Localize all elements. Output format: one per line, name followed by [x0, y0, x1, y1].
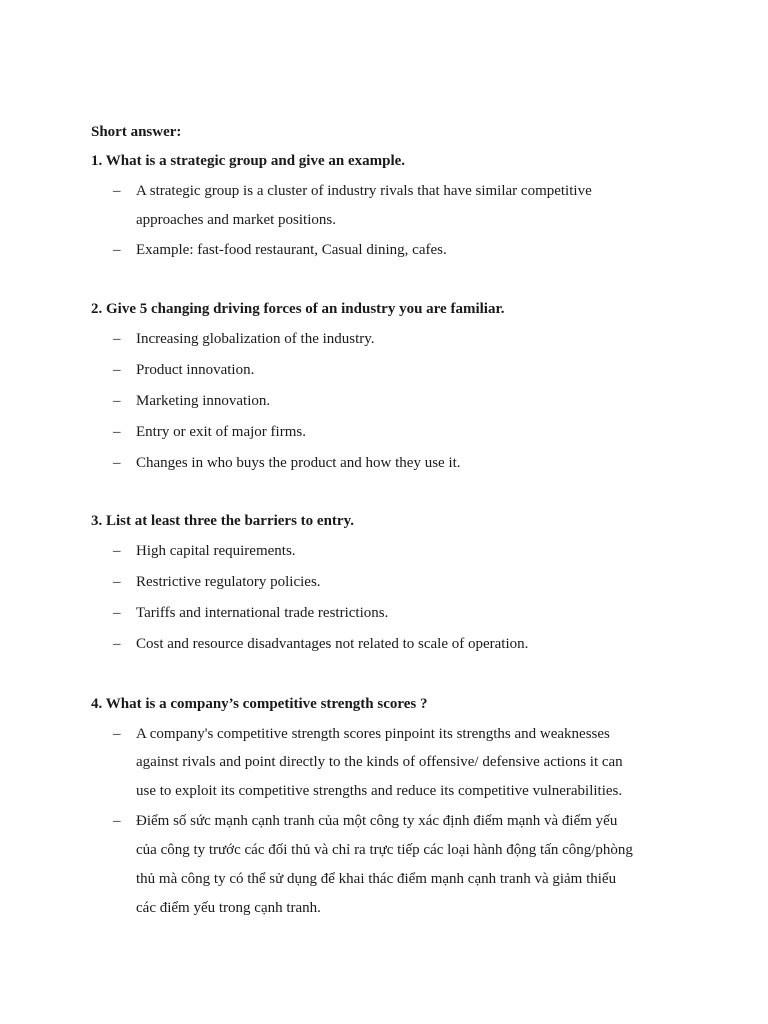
section-4-bullet-1-line-3: use to exploit its competitive strengths and reduce its competitive vulnerabilities. — [136, 783, 623, 799]
section-2-bullet-4: Entry or exit of major firms. — [136, 424, 306, 440]
bullet-dash: – — [113, 574, 121, 590]
bullet-dash: – — [113, 813, 121, 829]
section-1-bullet-1-line-1: A strategic group is a cluster of industry rivals that have similar competitive — [136, 183, 592, 199]
bullet-dash: – — [113, 605, 121, 621]
bullet-dash: – — [113, 331, 121, 347]
bullet-dash: – — [113, 636, 121, 652]
section-4-title: 4. What is a company’s competitive strength scores ? — [91, 696, 428, 712]
bullet-dash: – — [113, 393, 121, 409]
intro-heading: Short answer: — [91, 124, 182, 140]
bullet-dash: – — [113, 242, 121, 258]
section-4-bullet-2-line-1: Điểm số sức mạnh cạnh tranh của một công ty xác định điểm mạnh và điểm yếu — [136, 813, 618, 829]
section-4-bullet-2-line-2: của công ty trước các đối thủ và chỉ ra trực tiếp các loại hành động tấn công/phòng — [136, 842, 633, 858]
section-3-bullet-3: Tariffs and international trade restrictions. — [136, 605, 389, 621]
section-4-bullet-1-line-2: against rivals and point directly to the kinds of offensive/ defensive actions it can — [136, 754, 623, 770]
bullet-dash: – — [113, 362, 121, 378]
section-2-bullet-3: Marketing innovation. — [136, 393, 271, 409]
section-3-bullet-1: High capital requirements. — [136, 543, 296, 559]
section-1-title: 1. What is a strategic group and give an example. — [91, 153, 406, 169]
section-4-bullet-2-line-3: thủ mà công ty có thể sử dụng để khai thác điểm mạnh cạnh tranh và giảm thiểu — [136, 871, 617, 887]
section-1-bullet-2: Example: fast-food restaurant, Casual dining, cafes. — [136, 242, 447, 258]
bullet-dash: – — [113, 424, 121, 440]
bullet-dash: – — [113, 726, 121, 742]
section-4-bullet-1-line-1: A company's competitive strength scores pinpoint its strengths and weaknesses — [136, 726, 610, 742]
section-2-bullet-5: Changes in who buys the product and how they use it. — [136, 455, 461, 471]
section-2-bullet-2: Product innovation. — [136, 362, 255, 378]
section-3-bullet-2: Restrictive regulatory policies. — [136, 574, 321, 590]
section-3-title: 3. List at least three the barriers to entry. — [91, 513, 354, 529]
section-3-bullet-4: Cost and resource disadvantages not related to scale of operation. — [136, 636, 529, 652]
section-4-bullet-2-line-4: các điểm yếu trong cạnh tranh. — [136, 900, 321, 916]
section-2-title: 2. Give 5 changing driving forces of an industry you are familiar. — [91, 301, 505, 317]
bullet-dash: – — [113, 455, 121, 471]
bullet-dash: – — [113, 183, 121, 199]
bullet-dash: – — [113, 543, 121, 559]
section-1-bullet-1-line-2: approaches and market positions. — [136, 212, 336, 228]
section-2-bullet-1: Increasing globalization of the industry. — [136, 331, 375, 347]
